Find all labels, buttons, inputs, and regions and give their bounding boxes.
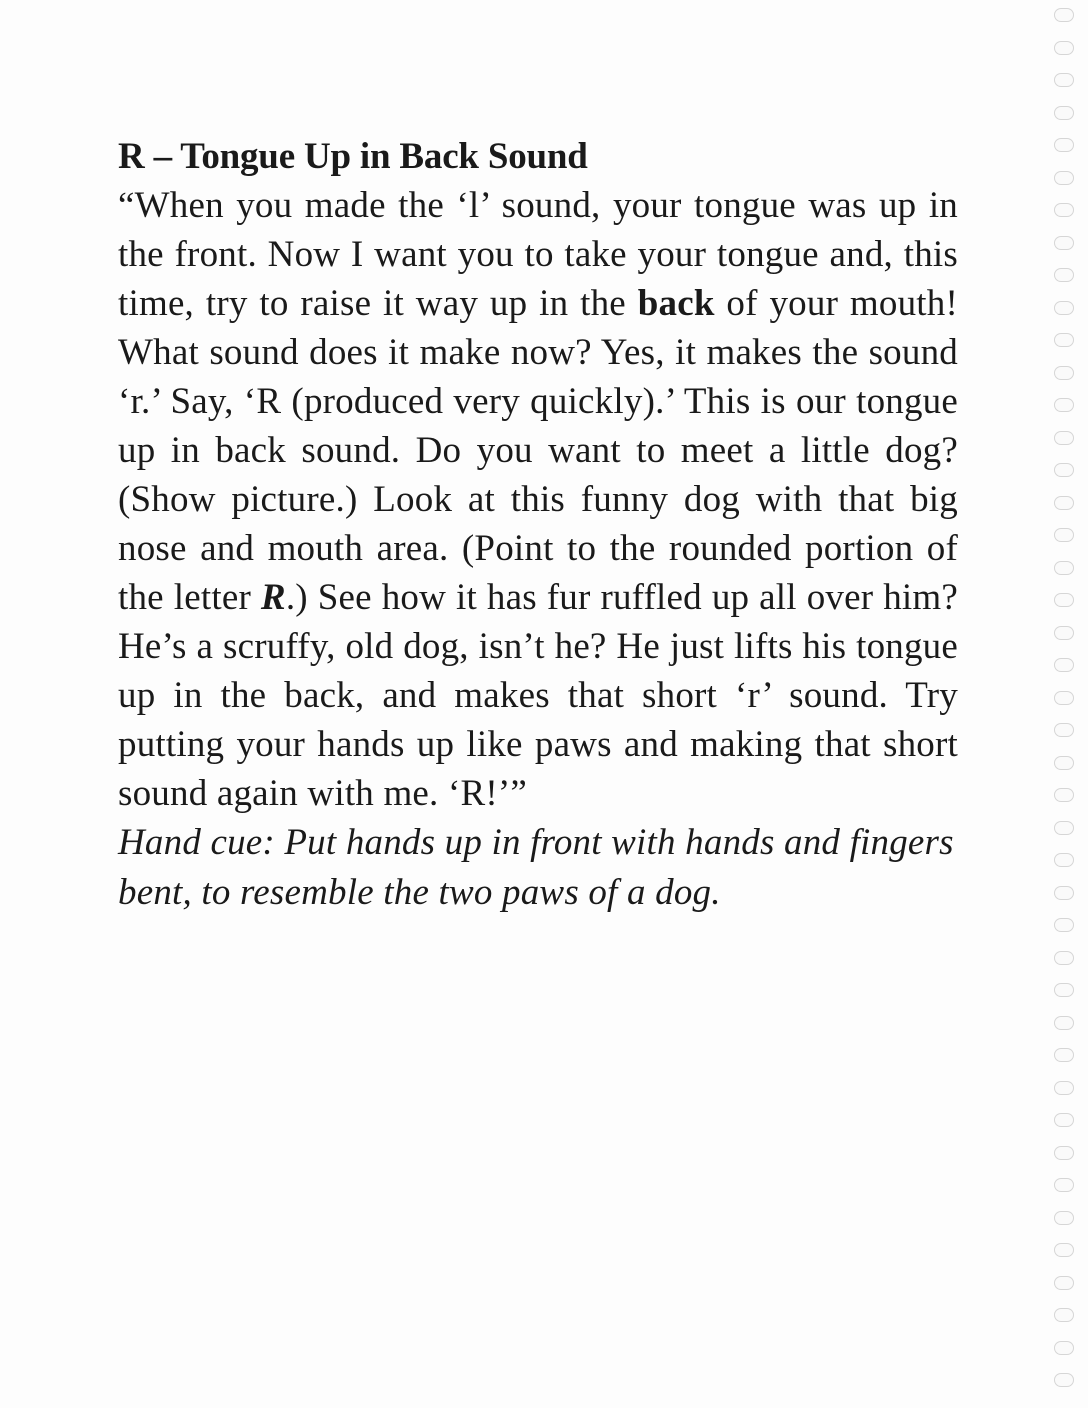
binding-hole <box>1054 593 1074 607</box>
binding-hole <box>1054 886 1074 900</box>
binding-hole <box>1054 756 1074 770</box>
binding-hole <box>1054 463 1074 477</box>
binding-hole <box>1054 1341 1074 1355</box>
binding-hole <box>1054 1016 1074 1030</box>
binding-hole <box>1054 561 1074 575</box>
binding-hole <box>1054 366 1074 380</box>
binding-hole <box>1054 203 1074 217</box>
binding-hole <box>1054 268 1074 282</box>
emphasis-back: back <box>637 283 715 324</box>
binding-hole <box>1054 821 1074 835</box>
binding-hole <box>1054 951 1074 965</box>
binding-hole <box>1054 398 1074 412</box>
binding-hole <box>1054 1308 1074 1322</box>
hand-cue: Hand cue: Put hands up in front with hands and fingers bent, to resemble the two paws of a dog. <box>118 822 954 913</box>
binding-hole <box>1054 528 1074 542</box>
binding-hole <box>1054 333 1074 347</box>
binding-hole <box>1054 918 1074 932</box>
binding-hole <box>1054 853 1074 867</box>
content-block <box>118 133 958 918</box>
binding-hole <box>1054 138 1074 152</box>
binding-hole <box>1054 41 1074 55</box>
binding-hole <box>1054 1113 1074 1127</box>
binding-hole <box>1054 8 1074 22</box>
binding-hole <box>1054 983 1074 997</box>
binding-hole <box>1054 73 1074 87</box>
binding-hole <box>1054 301 1074 315</box>
binding-hole <box>1054 1276 1074 1290</box>
binding-hole <box>1054 431 1074 445</box>
binding-hole <box>1054 106 1074 120</box>
binding-hole <box>1054 1178 1074 1192</box>
section-title: R – Tongue Up in Back Sound <box>118 136 588 177</box>
paragraph-text-3: .) See how it has fur ruffled up all over him? He’s a scruffy, old dog, isn’t he? He just lifts his tongue up in the back, and makes that short ‘r’ sound. Try putting your hands up like paws and making that short sound again with me. ‘R!’” <box>118 577 958 814</box>
binding-hole <box>1054 1211 1074 1225</box>
binding-hole <box>1054 1081 1074 1095</box>
binding-hole <box>1054 723 1074 737</box>
binding-hole <box>1054 788 1074 802</box>
instruction-paragraph <box>118 181 958 818</box>
binding-hole <box>1054 496 1074 510</box>
paragraph-text-1: “When you made the ‘l’ sound, your tongue was up in the front. Now I want you to take your tongue and, this time, try to raise it way up in the <box>118 185 958 324</box>
binding-hole <box>1054 1243 1074 1257</box>
spiral-binding-holes <box>1048 8 1082 1408</box>
binding-hole <box>1054 236 1074 250</box>
binding-hole <box>1054 1146 1074 1160</box>
paragraph-text-2: of your mouth! What sound does it make now? Yes, it makes the sound ‘r.’ Say, ‘R (produced very quickly).’ This is our tongue up in back sound. Do you want to meet a little dog? (Show picture.) Look at this funny dog with that big nose and mouth area. (Point to the rounded portion of the letter <box>118 283 958 618</box>
binding-hole <box>1054 1048 1074 1062</box>
binding-hole <box>1054 626 1074 640</box>
binding-hole <box>1054 691 1074 705</box>
binding-hole <box>1054 658 1074 672</box>
emphasis-letter: R <box>260 577 286 618</box>
binding-hole <box>1054 1373 1074 1387</box>
binding-hole <box>1054 171 1074 185</box>
